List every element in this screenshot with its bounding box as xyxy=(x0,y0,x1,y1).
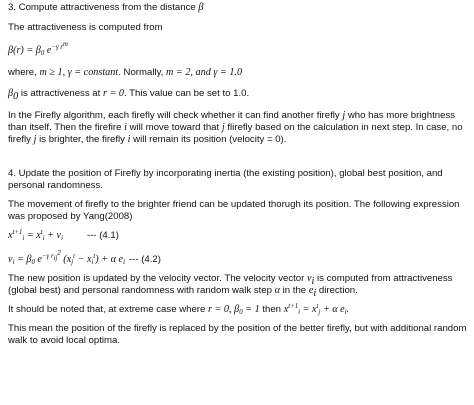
update-e-sub: i xyxy=(313,287,317,299)
eq2-exp-sub: ij xyxy=(53,254,58,262)
formula-exp-base: e xyxy=(44,45,52,56)
eq1-sub3: i xyxy=(61,234,63,242)
firefly-text-6: will remain its position (velocity = 0). xyxy=(130,134,287,145)
extreme-sup: t+1 xyxy=(288,303,299,311)
extreme-x: x xyxy=(283,304,289,315)
eq1-body xyxy=(8,230,63,241)
summary-paragraph: This mean the position of the firefly is replaced by the position of the better firefly, but with additional random walk to avoid local optima. xyxy=(8,323,467,346)
update-v: v xyxy=(307,273,312,284)
firefly-i-1: i xyxy=(124,122,127,133)
eq2-paren: (x xyxy=(60,254,72,265)
eq1-x: x xyxy=(8,230,13,241)
eq2-msup: t xyxy=(93,253,96,261)
eq2-msub: i xyxy=(91,258,94,266)
eq2-e: e xyxy=(34,254,42,265)
eq2-psub: j xyxy=(71,258,74,266)
firefly-text-2: who has more brightness than itself. Then the firefire xyxy=(8,110,456,133)
extreme-cond: r = 0, β xyxy=(208,304,240,315)
beta0-tail: . This value can be set to 1.0. xyxy=(123,88,250,99)
eq2-mid: = β xyxy=(14,254,32,265)
eq1-sub2: i xyxy=(42,234,45,242)
firefly-paragraph xyxy=(8,110,468,146)
firefly-i-2: i xyxy=(127,134,131,145)
section-3-heading-text: 3. Compute attractiveness from the distance xyxy=(8,2,196,13)
where-condition: m ≥ 1, γ = constant xyxy=(39,67,119,78)
eq2-tail: ) + α e xyxy=(95,254,124,265)
eq2-tsub: i xyxy=(123,258,125,266)
extreme-cond-tail: = 1 xyxy=(242,304,260,315)
extreme-sup2: t xyxy=(316,303,319,311)
beta0-text: is attractiveness at xyxy=(18,88,103,99)
eq2-minus: − x xyxy=(75,254,92,265)
eq1-tag: --- (4.1) xyxy=(86,230,119,241)
eq2-psup: t xyxy=(73,253,75,261)
eq1-sup: t+1 xyxy=(12,229,23,237)
extreme-sub: i xyxy=(298,308,300,316)
firefly-text-5: is brighter, the firefly xyxy=(36,134,125,145)
firefly-j-1: j xyxy=(342,110,346,121)
update-text-3: in the xyxy=(280,285,307,296)
extreme-cond-sub: 0 xyxy=(239,308,243,316)
formula-exponent: −γ r xyxy=(51,44,63,52)
beta0-sub: 0 xyxy=(13,90,19,102)
eq2-v: v xyxy=(8,254,13,265)
eq2-sub: i xyxy=(12,258,15,266)
update-v-sub: i xyxy=(311,275,315,287)
where-line xyxy=(8,67,468,79)
beta0-symbol: β xyxy=(8,88,14,99)
extreme-tsub: i xyxy=(344,308,347,316)
extreme-condition xyxy=(208,304,260,315)
extreme-then: then xyxy=(259,304,282,315)
update-text-1: The new position is updated by the velocity vector. The velocity vector xyxy=(8,273,305,284)
eq2-sub0: 0 xyxy=(31,258,35,266)
eq2-exp: −γ r xyxy=(41,253,54,261)
movement-paragraph: The movement of firefly to the brighter friend can be updated thorugh its position. The following expression was proposed by Yang(2008) xyxy=(8,199,460,222)
extreme-equation xyxy=(284,304,349,315)
equation-4-1 xyxy=(8,230,468,242)
update-text-4: direction. xyxy=(316,285,358,296)
update-text-2: is computed from attractiveness (global best) and personal randomness with random walk step xyxy=(8,273,453,296)
update-alpha: α xyxy=(274,285,280,296)
beta-symbol: β xyxy=(198,2,204,13)
firefly-text-1: In the Firefly algorithm, each firefly will check whether it can find another firefly xyxy=(8,110,340,121)
eq1-plus: + v xyxy=(44,230,62,241)
eq1-mid: = x xyxy=(24,230,41,241)
attractiveness-formula xyxy=(8,40,468,57)
section-4-heading: 4. Update the position of Firefly by incorporating inertia (the existing position), global best position, and personal randomness. xyxy=(8,168,443,191)
firefly-text-3: will move toward that xyxy=(126,122,220,133)
extreme-text-1: It should be noted that, at extreme case where xyxy=(8,304,206,315)
extreme-sub2: j xyxy=(318,308,321,316)
where-values: m = 2, and γ = 1.0 xyxy=(166,67,243,78)
formula-sub-0: 0 xyxy=(40,49,45,57)
equation-4-2 xyxy=(8,249,468,266)
eq2-exp-sup: 2 xyxy=(57,249,61,257)
firefly-j-2: j xyxy=(221,122,225,133)
extreme-tail: + α e xyxy=(320,304,345,315)
formula-lhs: β(r) = β xyxy=(8,45,41,56)
formula-exponent-m: m xyxy=(62,40,68,48)
update-e: e xyxy=(308,285,314,296)
where-mid: . Normally, xyxy=(118,67,164,78)
section-3-heading xyxy=(8,2,468,14)
eq1-sub: i xyxy=(22,234,25,242)
beta0-condition: r = 0 xyxy=(102,88,124,99)
attractiveness-intro: The attractiveness is computed from xyxy=(8,22,163,33)
update-paragraph xyxy=(8,273,468,297)
extreme-dot: . xyxy=(346,304,350,315)
extreme-eq: = x xyxy=(299,304,317,315)
beta0-line xyxy=(8,88,468,100)
firefly-j-3: j xyxy=(33,134,37,145)
where-prefix: where, xyxy=(8,67,37,78)
eq2-body xyxy=(8,249,125,266)
eq2-tag: --- (4.2) xyxy=(128,254,161,265)
extreme-case-line xyxy=(8,304,468,316)
firefly-text-4: flirefly based on the calculation in next step. In case, no firefly xyxy=(8,122,463,145)
eq1-sup2: t xyxy=(40,229,43,237)
